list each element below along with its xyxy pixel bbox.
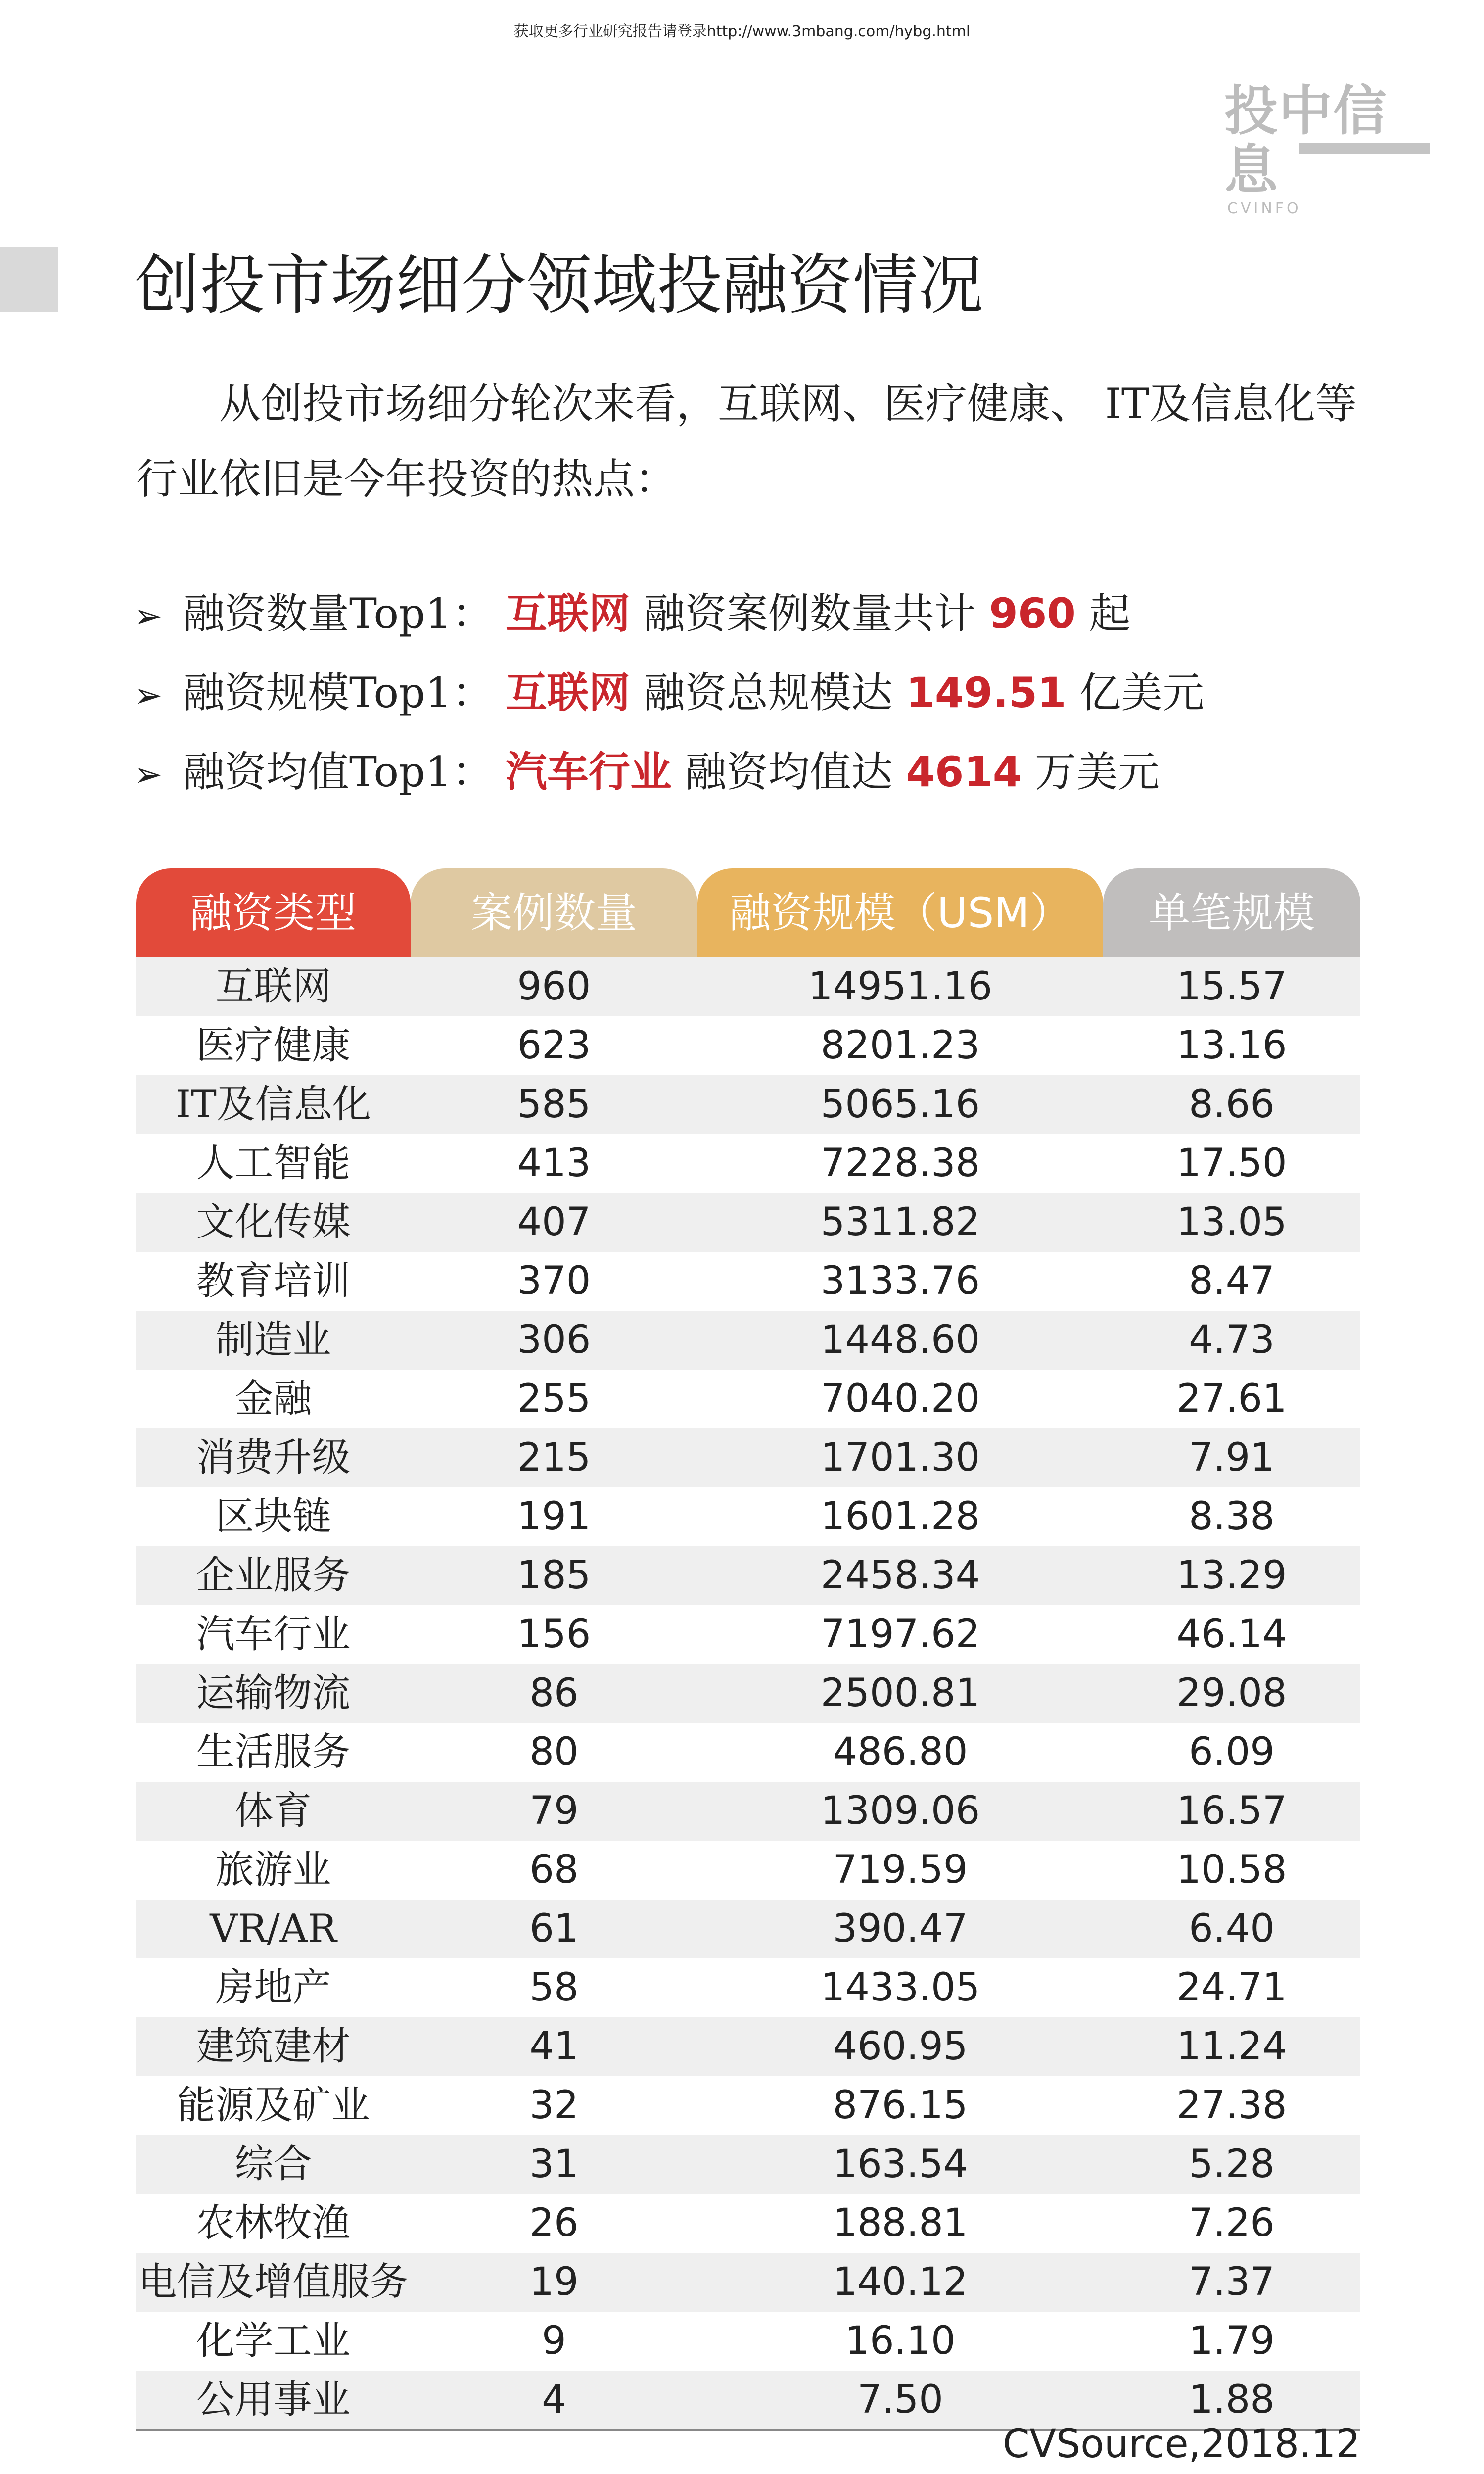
arrow-bullet-icon: ➢ bbox=[134, 596, 163, 636]
cell-single: 13.16 bbox=[1176, 1023, 1287, 1068]
cell-scale: 1433.05 bbox=[820, 1965, 980, 2010]
table-row bbox=[136, 2017, 1360, 2076]
intro-paragraph: 从创投市场细分轮次来看，互联网、医疗健康、 IT及信息化等行业依旧是今年投资的热点： bbox=[136, 380, 1357, 503]
table-row bbox=[136, 1723, 1360, 1782]
cell-scale: 486.80 bbox=[833, 1730, 968, 1774]
cell-single: 5.28 bbox=[1189, 2142, 1275, 2187]
cell-single: 10.58 bbox=[1176, 1848, 1287, 1892]
cell-count: 61 bbox=[529, 1906, 579, 1951]
cell-scale: 3133.76 bbox=[820, 1259, 980, 1303]
table-row bbox=[136, 1546, 1360, 1605]
table-row bbox=[136, 1428, 1360, 1487]
cell-single: 13.29 bbox=[1176, 1553, 1287, 1598]
cell-single: 6.09 bbox=[1189, 1730, 1275, 1774]
cell-type: 建筑建材 bbox=[196, 2024, 351, 2069]
bullet-list bbox=[134, 574, 1370, 811]
bullet-value: 960 bbox=[989, 589, 1076, 638]
table-row bbox=[136, 1075, 1360, 1134]
financing-table bbox=[136, 868, 1360, 2431]
table-row bbox=[136, 2371, 1360, 2429]
bullet-label: 融资规模Top1： bbox=[183, 668, 494, 717]
bullet-highlight: 汽车行业 bbox=[506, 748, 672, 796]
cell-type: 生活服务 bbox=[196, 1730, 351, 1774]
table-row bbox=[136, 2135, 1360, 2194]
cell-single: 1.88 bbox=[1189, 2378, 1275, 2422]
cell-type: 消费升级 bbox=[196, 1435, 351, 1480]
table-row bbox=[136, 2253, 1360, 2312]
source-note: CVSource,2018.12 bbox=[1002, 2422, 1360, 2467]
cell-scale: 1701.30 bbox=[820, 1435, 980, 1480]
bullet-unit: 亿美元 bbox=[1066, 668, 1205, 717]
cell-count: 156 bbox=[517, 1612, 591, 1657]
cell-type: 农林牧渔 bbox=[196, 2201, 351, 2245]
cell-count: 58 bbox=[529, 1965, 579, 2010]
cell-single: 6.40 bbox=[1189, 1906, 1275, 1951]
header-financing-type: 融资类型 bbox=[136, 868, 411, 957]
cell-count: 80 bbox=[529, 1730, 579, 1774]
cell-count: 623 bbox=[517, 1023, 591, 1068]
cell-single: 1.79 bbox=[1189, 2319, 1275, 2363]
table-row bbox=[136, 1664, 1360, 1723]
cell-type: 体育 bbox=[234, 1789, 312, 1833]
cell-type: 金融 bbox=[234, 1377, 312, 1421]
cell-scale: 8201.23 bbox=[820, 1023, 980, 1068]
table-row bbox=[136, 1958, 1360, 2017]
logo-text: 投中信息 bbox=[1224, 80, 1388, 201]
cell-count: 79 bbox=[529, 1789, 579, 1833]
table-row bbox=[136, 1782, 1360, 1841]
bullet-highlight: 互联网 bbox=[506, 668, 631, 717]
table-row bbox=[136, 1370, 1360, 1428]
header-financing-scale: 融资规模（USM） bbox=[697, 868, 1103, 957]
cell-scale: 2458.34 bbox=[820, 1553, 980, 1598]
cell-scale: 1601.28 bbox=[820, 1494, 980, 1539]
cell-type: 人工智能 bbox=[196, 1141, 351, 1186]
bullet-label: 融资数量Top1： bbox=[183, 589, 494, 638]
cell-scale: 140.12 bbox=[833, 2260, 968, 2304]
cell-single: 7.91 bbox=[1189, 1435, 1275, 1480]
table-row bbox=[136, 1193, 1360, 1252]
cell-type: 房地产 bbox=[215, 1965, 331, 2010]
cell-type: 能源及矿业 bbox=[177, 2083, 370, 2128]
cell-type: 互联网 bbox=[215, 964, 331, 1009]
cell-scale: 14951.16 bbox=[808, 964, 993, 1009]
cell-type: 化学工业 bbox=[196, 2319, 351, 2363]
cell-count: 68 bbox=[529, 1848, 579, 1892]
cell-single: 8.47 bbox=[1189, 1259, 1275, 1303]
bullet-unit: 起 bbox=[1075, 589, 1131, 638]
cell-scale: 1309.06 bbox=[820, 1789, 980, 1833]
cell-type: 运输物流 bbox=[196, 1671, 351, 1715]
cell-count: 4 bbox=[542, 2378, 566, 2422]
arrow-bullet-icon: ➢ bbox=[134, 754, 163, 795]
cell-count: 86 bbox=[529, 1671, 579, 1715]
table-row bbox=[136, 957, 1360, 1016]
bullet-unit: 万美元 bbox=[1021, 748, 1159, 796]
cell-type: 电信及增值服务 bbox=[138, 2260, 409, 2304]
cell-scale: 163.54 bbox=[833, 2142, 968, 2187]
cell-type: VR/AR bbox=[210, 1906, 337, 1951]
cell-type: 企业服务 bbox=[196, 1553, 351, 1598]
bullet-item-scale bbox=[134, 653, 1370, 732]
cell-scale: 719.59 bbox=[833, 1848, 968, 1892]
cell-count: 19 bbox=[529, 2260, 579, 2304]
cell-count: 41 bbox=[529, 2024, 579, 2069]
cell-single: 8.66 bbox=[1189, 1082, 1275, 1127]
bullet-item-average bbox=[134, 732, 1370, 811]
cell-single: 7.26 bbox=[1189, 2201, 1275, 2245]
cell-type: 制造业 bbox=[215, 1318, 331, 1362]
cell-scale: 7040.20 bbox=[820, 1377, 980, 1421]
table-row bbox=[136, 1134, 1360, 1193]
cell-scale: 7228.38 bbox=[820, 1141, 980, 1186]
cell-count: 306 bbox=[517, 1318, 591, 1362]
bullet-highlight: 互联网 bbox=[506, 589, 631, 638]
cell-single: 27.38 bbox=[1176, 2083, 1287, 2128]
cell-count: 191 bbox=[517, 1494, 591, 1539]
bullet-value: 149.51 bbox=[906, 668, 1067, 717]
section-marker bbox=[0, 247, 58, 312]
cell-scale: 876.15 bbox=[833, 2083, 968, 2128]
logo-bar bbox=[1298, 143, 1430, 154]
cell-type: 综合 bbox=[234, 2142, 312, 2187]
page-title: 创投市场细分领域投融资情况 bbox=[135, 247, 983, 324]
cell-type: 汽车行业 bbox=[196, 1612, 351, 1657]
cell-scale: 188.81 bbox=[833, 2201, 968, 2245]
header-case-count: 案例数量 bbox=[411, 868, 697, 957]
table-row bbox=[136, 1900, 1360, 1958]
cell-single: 29.08 bbox=[1176, 1671, 1287, 1715]
table-row bbox=[136, 2076, 1360, 2135]
cell-count: 585 bbox=[517, 1082, 591, 1127]
bullet-text: 融资案例数量共计 bbox=[630, 589, 989, 638]
cell-single: 16.57 bbox=[1176, 1789, 1287, 1833]
bullet-text: 融资均值达 bbox=[672, 748, 906, 796]
table-row bbox=[136, 1605, 1360, 1664]
cell-single: 11.24 bbox=[1176, 2024, 1287, 2069]
cell-scale: 5065.16 bbox=[820, 1082, 980, 1127]
cell-count: 370 bbox=[517, 1259, 591, 1303]
cell-single: 24.71 bbox=[1176, 1965, 1287, 2010]
table-row bbox=[136, 1841, 1360, 1900]
table-row bbox=[136, 1252, 1360, 1311]
cell-single: 17.50 bbox=[1176, 1141, 1287, 1186]
table-row bbox=[136, 1487, 1360, 1546]
bullet-label: 融资均值Top1： bbox=[183, 748, 494, 796]
cell-scale: 7.50 bbox=[857, 2378, 943, 2422]
cvinfo-logo bbox=[1224, 80, 1432, 217]
cell-scale: 5311.82 bbox=[820, 1200, 980, 1244]
cell-single: 7.37 bbox=[1189, 2260, 1275, 2304]
cell-single: 8.38 bbox=[1189, 1494, 1275, 1539]
cell-scale: 1448.60 bbox=[820, 1318, 980, 1362]
cell-type: IT及信息化 bbox=[176, 1082, 371, 1127]
cell-count: 255 bbox=[517, 1377, 591, 1421]
table-row bbox=[136, 1311, 1360, 1370]
table-header bbox=[136, 868, 1360, 957]
logo-subtext: CVINFO bbox=[1227, 200, 1301, 217]
bullet-text: 融资总规模达 bbox=[630, 668, 906, 717]
top-url-text: 获取更多行业研究报告请登录http://www.3mbang.com/hybg.html bbox=[513, 23, 971, 40]
cell-type: 旅游业 bbox=[215, 1848, 331, 1892]
cell-count: 26 bbox=[529, 2201, 579, 2245]
cell-count: 185 bbox=[517, 1553, 591, 1598]
bullet-value: 4614 bbox=[906, 748, 1022, 796]
cell-single: 15.57 bbox=[1176, 964, 1287, 1009]
cell-type: 区块链 bbox=[215, 1494, 331, 1539]
cell-count: 413 bbox=[517, 1141, 591, 1186]
cell-scale: 2500.81 bbox=[820, 1671, 980, 1715]
cell-count: 215 bbox=[517, 1435, 591, 1480]
arrow-bullet-icon: ➢ bbox=[134, 675, 163, 715]
cell-scale: 7197.62 bbox=[820, 1612, 980, 1657]
cell-type: 医疗健康 bbox=[196, 1023, 351, 1068]
table-row bbox=[136, 1016, 1360, 1075]
header-single-scale: 单笔规模 bbox=[1103, 868, 1360, 957]
cell-scale: 16.10 bbox=[845, 2319, 956, 2363]
table-row bbox=[136, 2312, 1360, 2371]
bullet-item-count bbox=[134, 574, 1370, 653]
cell-single: 4.73 bbox=[1189, 1318, 1275, 1362]
cell-count: 31 bbox=[529, 2142, 579, 2187]
cell-type: 文化传媒 bbox=[196, 1200, 351, 1244]
cell-scale: 390.47 bbox=[833, 1906, 968, 1951]
cell-type: 教育培训 bbox=[196, 1259, 351, 1303]
table-row bbox=[136, 2194, 1360, 2253]
cell-count: 32 bbox=[529, 2083, 579, 2128]
cell-single: 46.14 bbox=[1176, 1612, 1287, 1657]
cell-type: 公用事业 bbox=[196, 2378, 351, 2422]
cell-count: 960 bbox=[517, 964, 591, 1009]
cell-single: 27.61 bbox=[1176, 1377, 1287, 1421]
cell-count: 9 bbox=[542, 2319, 566, 2363]
cell-count: 407 bbox=[517, 1200, 591, 1244]
cell-single: 13.05 bbox=[1176, 1200, 1287, 1244]
table-body bbox=[136, 957, 1360, 2429]
cell-scale: 460.95 bbox=[833, 2024, 968, 2069]
